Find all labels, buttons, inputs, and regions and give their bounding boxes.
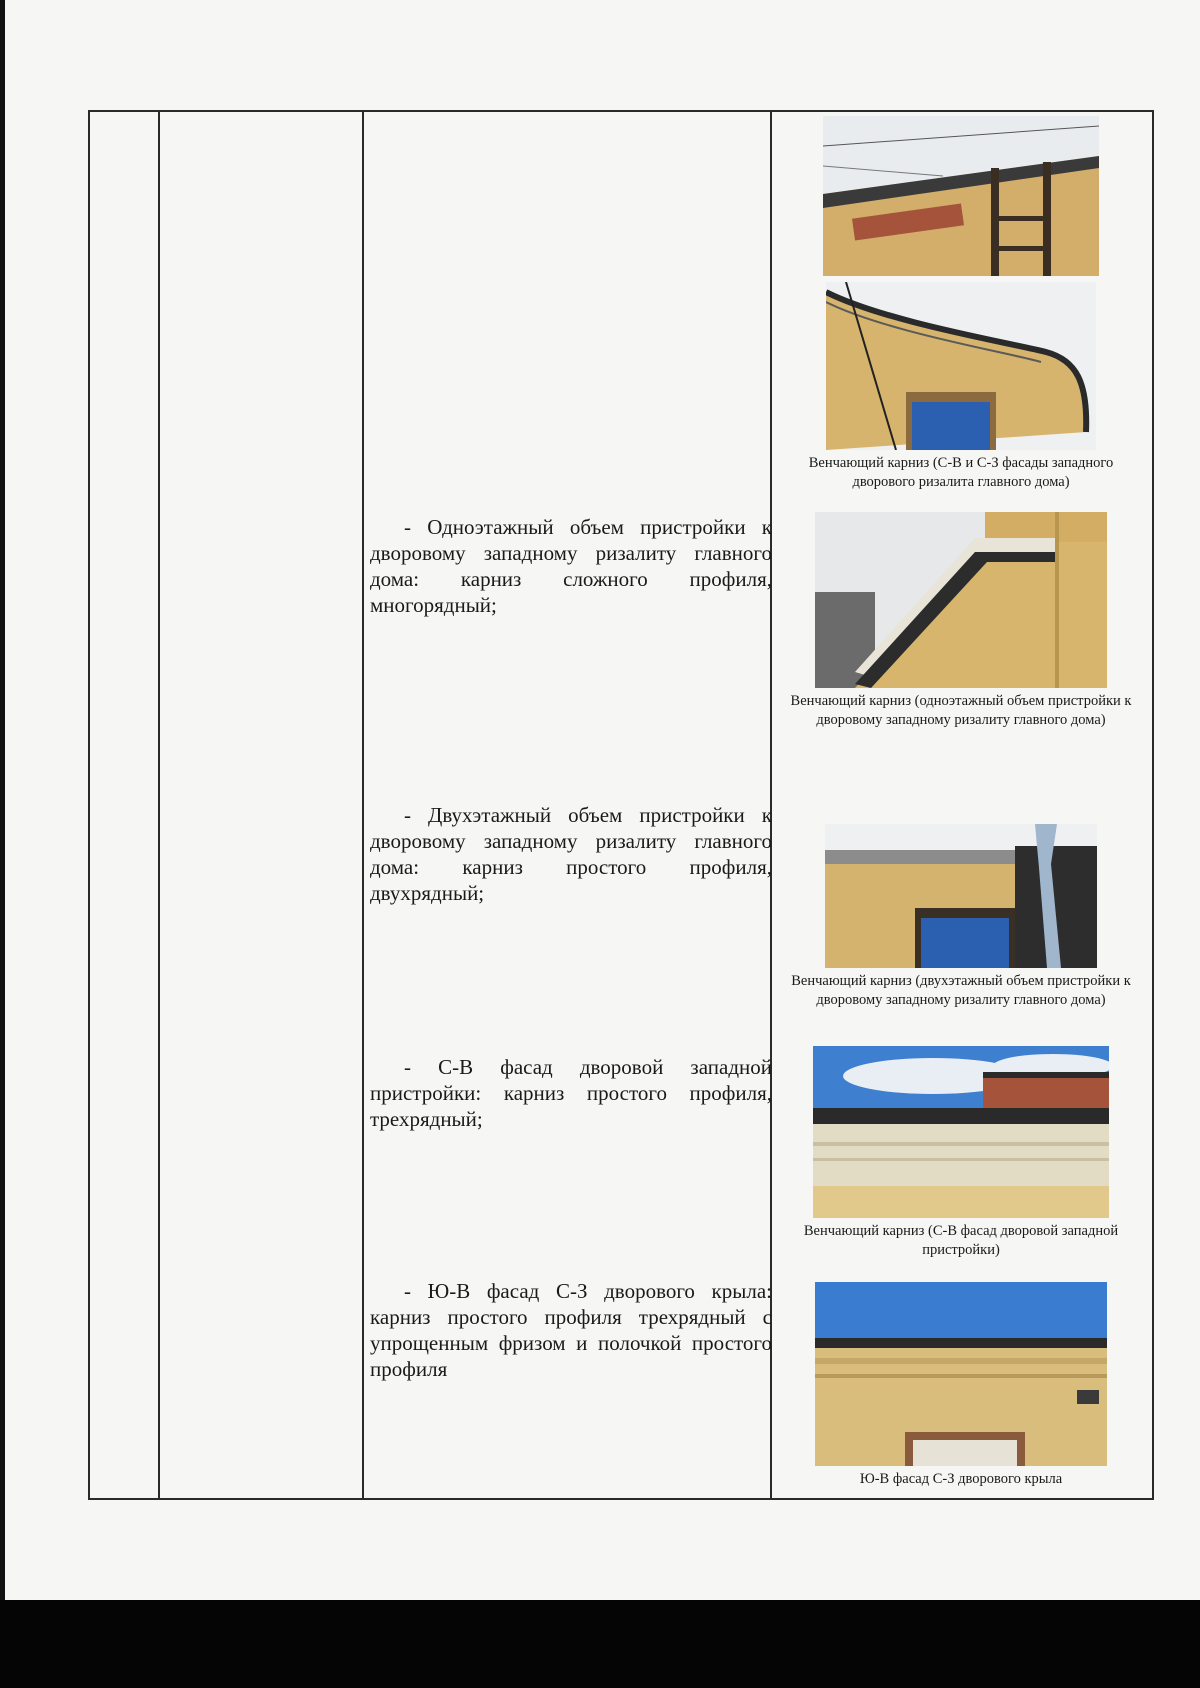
photo-cornice-two-storey xyxy=(825,824,1097,968)
row-description: - Одноэтажный объем пристройки к дворовому западному ризалиту главного дома: карниз сложного профиля, многорядный; xyxy=(370,515,772,617)
photo-figure xyxy=(778,1046,1144,1260)
table-border-right xyxy=(1152,110,1154,1500)
photo-caption: Ю-В фасад С-З дворового крыла xyxy=(859,1471,1063,1487)
photo-figure xyxy=(778,824,1144,1010)
photo-figure xyxy=(778,1282,1144,1489)
photo-caption: Венчающий карниз (одноэтажный объем пристройки к дворовому западному ризалиту главного дома) xyxy=(790,693,1132,728)
scan-bottom-bar xyxy=(0,1600,1200,1688)
table-border-left xyxy=(88,110,90,1500)
photo-caption: Венчающий карниз (двухэтажный объем пристройки к дворовому западному ризалиту главного дома) xyxy=(791,973,1131,1008)
row-description: - Двухэтажный объем пристройки к дворовому западному ризалиту главного дома: карниз простого профиля, двухрядный; xyxy=(370,803,772,905)
photo-cornice-rounded-corner xyxy=(826,282,1096,450)
document-table xyxy=(88,110,1154,1500)
photo-figure xyxy=(778,282,1144,492)
photo-cornice-one-storey xyxy=(815,512,1107,688)
table-column-divider xyxy=(158,110,160,1500)
photo-figure xyxy=(778,512,1144,730)
row-description: - С-В фасад дворовой западной пристройки: карниз простого профиля, трехрядный; xyxy=(370,1055,772,1131)
row-description: - Ю-В фасад С-З дворового крыла: карниз простого профиля трехрядный с упрощенным фризом и полочкой простого профиля xyxy=(370,1279,772,1381)
table-column-divider xyxy=(362,110,364,1500)
photo-cornice-brick-damage xyxy=(823,116,1099,276)
photo-caption: Венчающий карниз (С-В и С-З фасады западного дворового ризалита главного дома) xyxy=(808,455,1114,490)
photo-cornice-ne-facade xyxy=(813,1046,1109,1218)
photo-caption: Венчающий карниз (С-В фасад дворовой западной пристройки) xyxy=(803,1223,1119,1258)
scan-edge xyxy=(0,0,5,1600)
table-border-top xyxy=(88,110,1154,112)
photo-figure xyxy=(778,116,1144,276)
photo-cornice-se-facade xyxy=(815,1282,1107,1466)
table-border-bottom xyxy=(88,1498,1154,1500)
